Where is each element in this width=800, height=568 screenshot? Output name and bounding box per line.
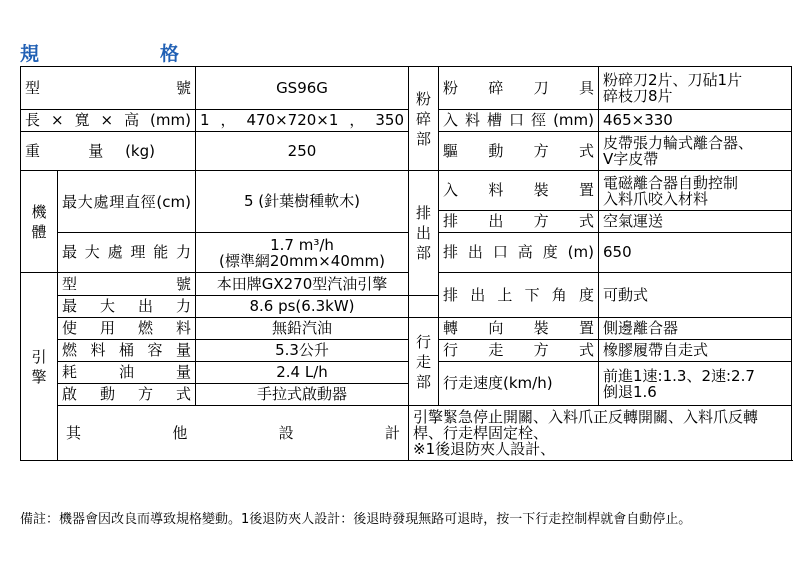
footnote: 備註：機器會因改良而導致規格變動。1後退防夾人設計：後退時發現無路可退時，按一下行走控制桿就會自動停止。 (20, 512, 692, 527)
feed-value: 電磁離合器自動控制 入料爪咬入材料 (599, 171, 792, 211)
speed-value: 前進1速:1.3、2速:2.7 倒退1.6 (599, 362, 792, 406)
capacity-value: 1.7 m³/h (標準網20mm×40mm) (196, 233, 409, 273)
table-row (21, 362, 792, 384)
max-dia-label: 最大處理直徑(cm) (58, 171, 196, 233)
fuel-label: 使 用 燃 料 (58, 318, 196, 340)
speed-label: 行走速度(km/h) (439, 362, 599, 406)
blade-label: 粉 碎 刀 具 (439, 67, 599, 110)
other-value: 引擎緊急停止開關、入料爪正反轉開關、入料爪反轉桿、行走桿固定栓、 ※1後退防夾人設計、 (409, 406, 792, 461)
table-row (21, 340, 792, 362)
oil-value: 2.4 L/h (196, 362, 409, 384)
drive-label: 驅 動 方 式 (439, 132, 599, 171)
feed-label: 入 料 裝 置 (439, 171, 599, 211)
out-method-value: 空氣運送 (599, 211, 792, 233)
power-label: 最 大 出 力 (58, 296, 196, 318)
oil-label: 耗 油 量 (58, 362, 196, 384)
model-label: 型 號 (21, 67, 196, 110)
model-value: GS96G (196, 67, 409, 110)
engine-model-value: 本田牌GX270型汽油引擎 (196, 273, 409, 296)
travel-method-value: 橡膠履帶自走式 (599, 340, 792, 362)
blade-value: 粉碎刀2片、刀砧1片 碎枝刀8片 (599, 67, 792, 110)
dims-value: 1，470×720×1，350 (196, 110, 409, 132)
other-label: 其 他 設 計 (58, 406, 409, 461)
title-left: 規 (20, 43, 40, 65)
out-method-label: 排 出 方 式 (439, 211, 599, 233)
power-value: 8.6 ps(6.3kW) (196, 296, 409, 318)
capacity-label: 最大處理能力 (58, 233, 196, 273)
out-angle-label: 排出上下角度 (439, 273, 599, 318)
fuel-value: 無鉛汽油 (196, 318, 409, 340)
engine-model-label: 型 號 (58, 273, 196, 296)
table-row (21, 110, 792, 132)
table-row (21, 273, 792, 296)
travel-group-label: 行走部 (409, 318, 439, 406)
discharge-group-label: 排出部 (409, 171, 439, 296)
crush-group-label: 粉碎部 (409, 67, 439, 171)
table-row (21, 67, 792, 110)
out-angle-value: 可動式 (599, 273, 792, 318)
start-label: 啟 動 方 式 (58, 384, 196, 406)
start-value: 手拉式啟動器 (196, 384, 409, 406)
inlet-value: 465×330 (599, 110, 792, 132)
weight-value: 250 (196, 132, 409, 171)
weight-label: 重 量(kg) (21, 132, 196, 171)
steer-value: 側邊離合器 (599, 318, 792, 340)
inlet-label: 入料槽口徑(mm) (439, 110, 599, 132)
table-row (21, 318, 792, 340)
steer-label: 轉 向 裝 置 (439, 318, 599, 340)
dims-label: 長×寬×高(mm) (21, 110, 196, 132)
max-dia-value: 5 (針葉樹種軟木) (196, 171, 409, 233)
engine-group-label: 引擎 (21, 273, 58, 461)
table-row (21, 171, 792, 211)
out-height-label: 排出口高度(m) (439, 233, 599, 273)
drive-value: 皮帶張力輪式離合器、 V字皮帶 (599, 132, 792, 171)
travel-method-label: 行 走 方 式 (439, 340, 599, 362)
spec-title (20, 39, 180, 66)
body-group-label: 機體 (21, 171, 58, 273)
out-height-value: 650 (599, 233, 792, 273)
tank-value: 5.3公升 (196, 340, 409, 362)
tank-label: 燃料桶容量 (58, 340, 196, 362)
table-row (21, 233, 792, 273)
spec-table (20, 66, 792, 461)
table-row (21, 132, 792, 171)
title-right: 格 (160, 43, 180, 65)
table-row (21, 406, 792, 461)
